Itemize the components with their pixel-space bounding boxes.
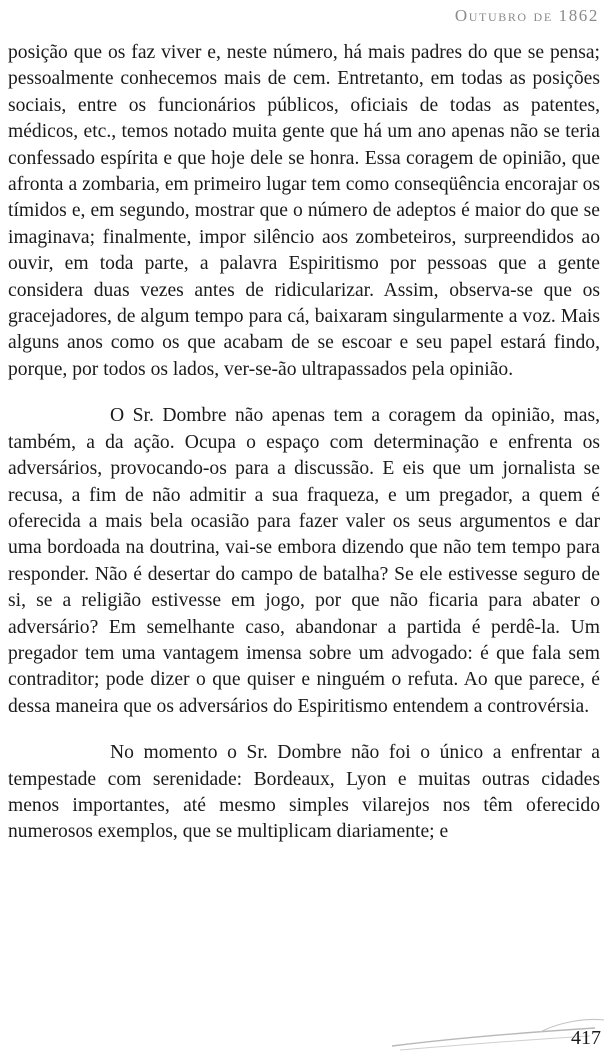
page-footer xyxy=(390,1012,607,1053)
paragraph-3: No momento o Sr. Dombre não foi o único a enfrentar a tempestade com serenidade: Bordeaux, Lyon e muitas outras cidades menos importantes, até mesmo simples vilarejos nos têm oferecido numerosos exemplos, que se multiplicam diariamente; e xyxy=(8,742,600,843)
page-body xyxy=(8,40,600,866)
paragraph-2: O Sr. Dombre não apenas tem a coragem da opinião, mas, também, a da ação. Ocupa o espaço com determinação e enfrenta os adversários, provocando-os para a discussão. E eis que um jornalista se recusa, a fim de não admitir a sua fraqueza, e um pregador, a quem é oferecida a mais bela ocasião para fazer valer os seus argumentos e dar uma bordoada na doutrina, vai-se embora dizendo que não tem tempo para responder. Não é desertar do campo de batalha? Se ele estivesse seguro de si, se a religião estivesse em jogo, por que não ficaria para abater o adversário? Em semelhante caso, abandonar a partida é perdê-la. Um pregador tem uma vantagem imensa sobre um advogado: é que fala sem contraditor; pode dizer o que quiser e ninguém o refuta. Ao que parece, é dessa maneira que os adversários do Espiritismo entendem a controvérsia. xyxy=(8,405,600,717)
page-number: 417 xyxy=(571,1027,601,1049)
running-head: Outubro de 1862 xyxy=(454,6,599,25)
paragraph-1: posição que os faz viver e, neste número, há mais padres do que se pensa; pessoalmente conhecemos mais de cem. Entretanto, em todas as posições sociais, entre os funcionários públicos, oficiais de todas as patentes, médicos, etc., temos notado muita gente que há um ano apenas não se teria confessado espírita e que hoje dele se honra. Essa coragem de opinião, que afronta a zombaria, em primeiro lugar tem como conseqüência encorajar os tímidos e, em segundo, mostrar que o número de adeptos é maior do que se imaginava; finalmente, impor silêncio aos zombeteiros, surpreendidos ao ouvir, em toda parte, a palavra Espiritismo por pessoas que a gente considera duas vezes antes de ridicularizar. Assim, observa-se que os gracejadores, de algum tempo para cá, baixaram singularmente a voz. Mais alguns anos como os que acabam de se escoar e seu papel estará findo, porque, por todos os lados, ver-se-ão ultrapassados pela opinião. xyxy=(8,42,600,380)
